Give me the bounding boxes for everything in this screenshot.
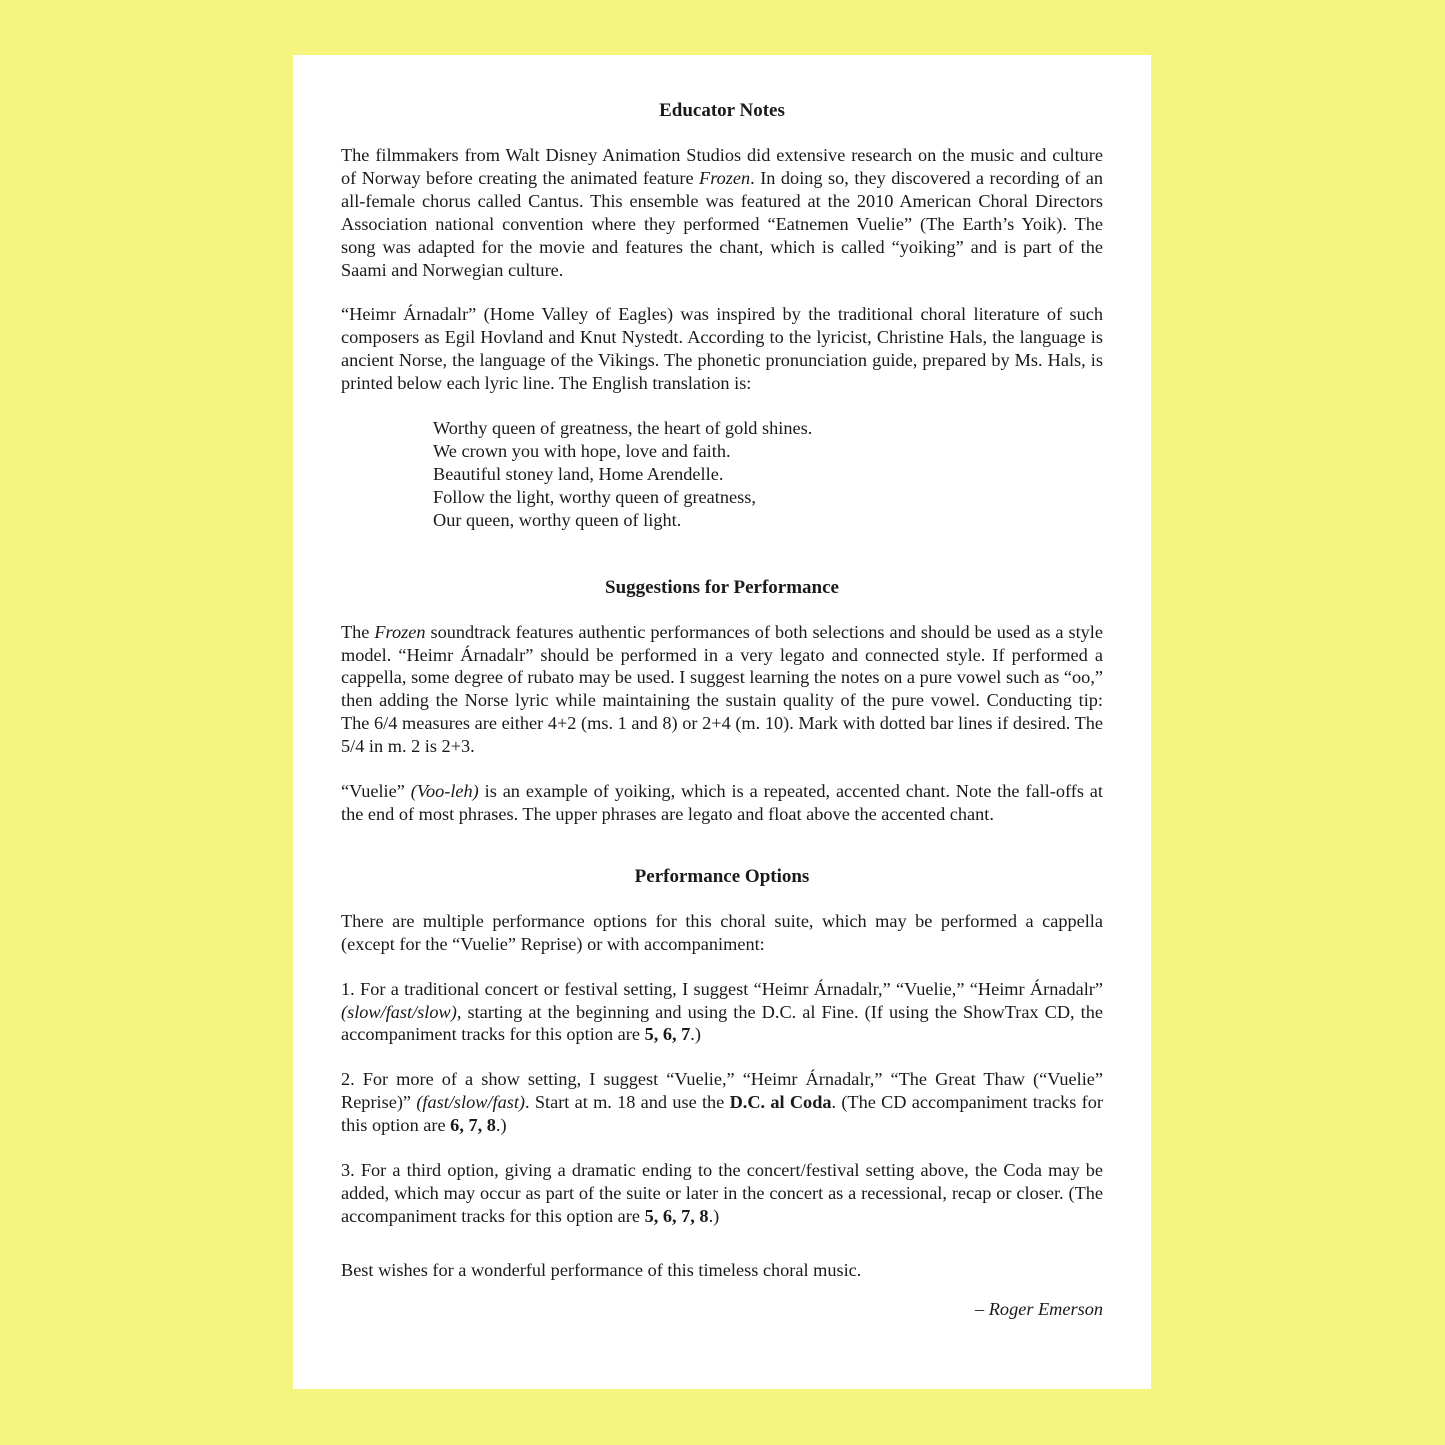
option-1: 1. For a traditional concert or festival setting, I suggest “Heimr Árnadalr,” “Vuelie,” “Heimr Árnadalr” (slow/fast/slow), starting at the beginning and using the D.C. al Fine. (If using the ShowTrax CD, the accompaniment tracks for this option are 5, 6, 7.) <box>341 978 1103 1045</box>
tempo-pattern: (slow/fast/slow) <box>341 1001 457 1022</box>
suggestions-paragraph-1: The Frozen soundtrack features authentic performances of both selections and should be used as a style model. “Heimr Árnadalr” should be performed in a very legato and connected style. If performed a cappella, some degree of rubato may be used. I suggest learning the notes on a pure vowel such as “oo,” then adding the Norse lyric while maintaining the sustain quality of the pure vowel. Conducting tip: The 6/4 measures are either 4+2 (ms. 1 and 8) or 2+4 (m. 10). Mark with dotted bar lines if desired. The 5/4 in m. 2 is 2+3. <box>341 621 1103 757</box>
translation-block <box>433 417 1103 532</box>
translation-line: Worthy queen of greatness, the heart of gold shines. <box>433 418 813 439</box>
pronunciation: (Voo-leh) <box>410 781 479 802</box>
educator-notes-paragraph-2: “Heimr Árnadalr” (Home Valley of Eagles) was inspired by the traditional choral literature of such composers as Egil Hovland and Knut Nystedt. According to the lyricist, Christine Hals, the language is ancient Norse, the language of the Vikings. The phonetic pronunciation guide, prepared by Ms. Hals, is printed below each lyric line. The English translation is: <box>341 304 1103 394</box>
film-title: Frozen <box>699 167 751 188</box>
signature: – Roger Emerson <box>975 1298 1103 1319</box>
option-2: 2. For more of a show setting, I suggest “Vuelie,” “Heimr Árnadalr,” “The Great Thaw (“Vuelie” Reprise)” (fast/slow/fast). Start at m. 18 and use the D.C. al Coda. (The CD accompaniment tracks for this option are 6, 7, 8.) <box>341 1069 1103 1136</box>
closing-line: Best wishes for a wonderful performance of this timeless choral music. <box>341 1259 862 1280</box>
track-numbers: 5, 6, 7 <box>644 1024 691 1045</box>
translation-line: Beautiful stoney land, Home Arendelle. <box>433 463 724 484</box>
suggestions-paragraph-2: “Vuelie” (Voo-leh) is an example of yoiking, which is a repeated, accented chant. Note the fall-offs at the end of most phrases. The upper phrases are legato and float above the accented chant. <box>341 781 1103 824</box>
document-page <box>293 55 1151 1389</box>
track-numbers: 6, 7, 8 <box>450 1115 496 1136</box>
translation-line: Our queen, worthy queen of light. <box>433 509 682 530</box>
tempo-pattern: (fast/slow/fast) <box>416 1092 526 1113</box>
film-title: Frozen <box>374 621 426 642</box>
suggestions-heading: Suggestions for Performance <box>605 576 839 598</box>
options-intro: There are multiple performance options for this choral suite, which may be performed a cappella (except for the “Vuelie” Reprise) or with accompaniment: <box>341 910 1103 954</box>
educator-notes-heading: Educator Notes <box>659 100 785 121</box>
performance-options-heading: Performance Options <box>634 865 810 887</box>
educator-notes-paragraph-1: The filmmakers from Walt Disney Animation Studios did extensive research on the music and culture of Norway before creating the animated feature Frozen. In doing so, they discovered a recording of an all-female chorus called Cantus. This ensemble was featured at the 2010 American Choral Directors Association national convention where they performed “Eatnemen Vuelie” (The Earth’s Yoik). The song was adapted for the movie and features the chant, which is called “yoiking” and is part of the Saami and Norwegian culture. <box>341 145 1103 280</box>
option-3: 3. For a third option, giving a dramatic ending to the concert/festival setting above, the Coda may be added, which may occur as part of the suite or later in the concert as a recessional, recap or closer. (The accompaniment tracks for this option are 5, 6, 7, 8.) <box>341 1160 1103 1226</box>
coda-instruction: D.C. al Coda <box>729 1092 832 1113</box>
translation-line: We crown you with hope, love and faith. <box>433 440 731 461</box>
translation-line: Follow the light, worthy queen of greatness, <box>433 486 756 507</box>
track-numbers: 5, 6, 7, 8 <box>644 1205 709 1226</box>
